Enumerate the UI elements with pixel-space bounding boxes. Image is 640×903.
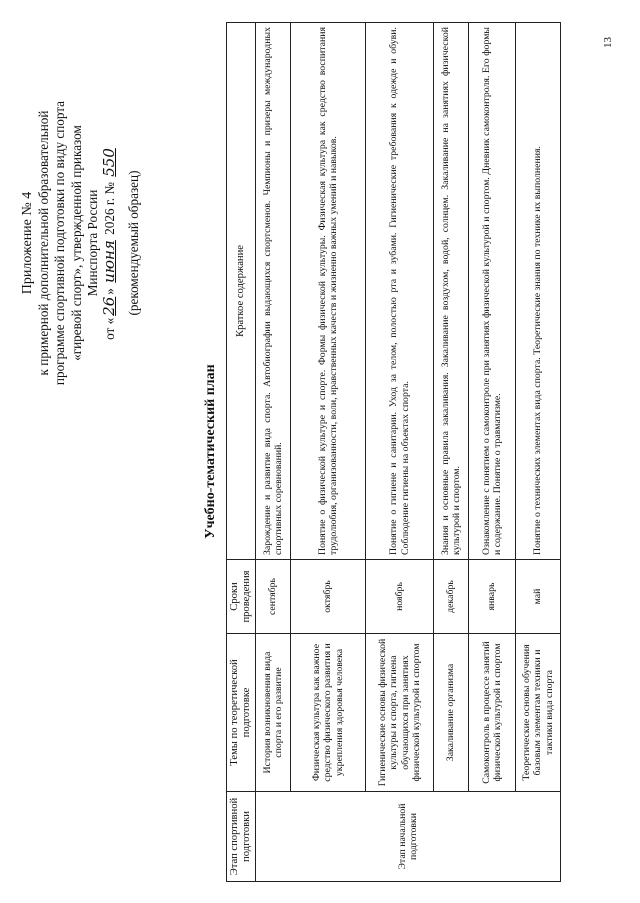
table-row [469, 23, 516, 882]
order-month: июня [100, 240, 119, 283]
header-line-3: «гиревой спорт», утвержденной приказом [68, 125, 84, 361]
header-line-1: к примерной дополнительной образовательной [36, 110, 52, 376]
stage-cell: Этап начальной подготовки [256, 792, 561, 882]
training-plan-table [226, 22, 561, 882]
order-year: 2026 г. № [102, 182, 118, 235]
content-cell: Понятие о физической культуре и спорте. Формы физической культуры. Физическая культура как средство воспитания трудолюбия, организованности, воли, нравственных качеств и жизненно важных умений и навыков. [291, 23, 366, 560]
term-cell: январь [469, 560, 516, 634]
header-line-2: программе спортивной подготовки по виду спорта [52, 100, 68, 386]
order-day: 26 [100, 296, 119, 316]
column-header-stage: Этап спортивной подготовки [227, 792, 256, 882]
table-header-row [227, 23, 256, 882]
table-row [434, 23, 469, 882]
topic-cell: История возникновения вида спорта и его развитие [256, 634, 291, 792]
table-row [256, 23, 291, 882]
column-header-term: Сроки проведения [227, 560, 256, 634]
table-row [366, 23, 434, 882]
content-cell: Понятие о технических элементах вида спорта. Теоретические знания по технике их выполнения. [516, 23, 561, 560]
term-cell: ноябрь [366, 560, 434, 634]
order-line [101, 3, 118, 483]
table-title: Учебно-тематический план [203, 364, 218, 539]
topic-cell: Физическая культура как важное средство физического развития и укрепления здоровья человека [291, 634, 366, 792]
content-cell: Понятие о гигиене и санитарии. Уход за телом, полостью рта и зубами. Гигиенические требования к одежде и обуви. Соблюдение гигиены на объектах спорта. [366, 23, 434, 560]
content-cell: Знания и основные правила закаливания. Закаливание воздухом, водой, солнцем. Закаливание на занятиях физической культурой и спортом. [434, 23, 469, 560]
appendix-header [20, 3, 142, 483]
term-cell: сентябрь [256, 560, 291, 634]
topic-cell: Закаливание организма [434, 634, 469, 792]
order-mid: » [102, 288, 118, 295]
page-number: 13 [602, 37, 614, 48]
topic-cell: Самоконтроль в процессе занятий физической культурой и спортом [469, 634, 516, 792]
order-prefix: от « [102, 317, 118, 340]
header-line-4: Минспорта России [84, 189, 100, 297]
content-cell: Ознакомление с понятием о самоконтроле при занятиях физической культурой и спортом. Дневник самоконтроля. Его формы и содержание. Понятие о травматизме. [469, 23, 516, 560]
topic-cell: Гигиенические основы физической культуры и спорта, гигиена обучающихся при занятиях физической культурой и спортом [366, 634, 434, 792]
sample-note: (рекомендуемый образец) [126, 170, 142, 316]
content-cell: Зарождение и развитие вида спорта. Автобиографии выдающихся спортсменов. Чемпионы и призеры международных спортивных соревнований. [256, 23, 291, 560]
topic-cell: Теоретические основы обучения базовым элементам техники и тактики вида спорта [516, 634, 561, 792]
appendix-title: Приложение № 4 [20, 191, 35, 295]
term-cell: декабрь [434, 560, 469, 634]
order-number: 550 [100, 148, 119, 177]
table-row [291, 23, 366, 882]
column-header-topic: Темы по теоретической подготовке [227, 634, 256, 792]
term-cell: октябрь [291, 560, 366, 634]
table-row [516, 23, 561, 882]
term-cell: май [516, 560, 561, 634]
column-header-content: Краткое содержание [227, 23, 256, 560]
